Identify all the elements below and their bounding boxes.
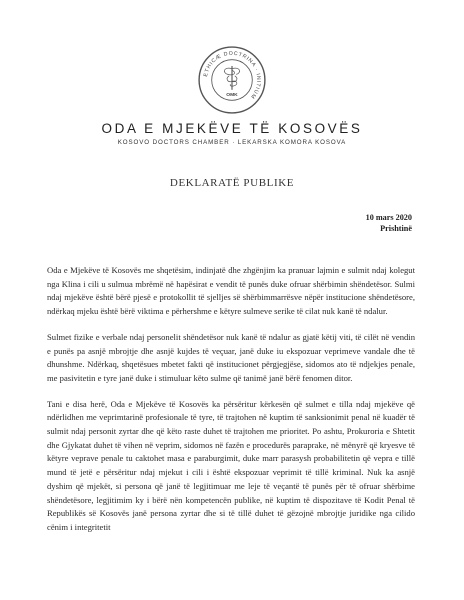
date-block <box>366 213 412 234</box>
document-date: 10 mars 2020 <box>365 213 412 222</box>
document-title: DEKLARATË PUBLIKE <box>169 177 295 189</box>
organization-name: ODA E MJEKËVE TË KOSOVËS <box>101 121 363 136</box>
organization-subtitle: KOSOVO DOCTORS CHAMBER · LEKARSKA KOMORA KOSOVA <box>117 139 347 146</box>
paragraph-1: Oda e Mjekëve të Kosovës me shqetësim, indinjatë dhe zhgënjim ka pranuar lajmin e sulmit ndaj kolegut nga Klina i cili u sulmua mbrëmë në hapësirat e vendit të punës duke ofruar shërbimin shëndetësor. Sulmi ndaj mjekëve është bërë pjesë e protokollit të sjelljes së shërbimmarrësve nëpër institucione shëndetësore, ndërkaq mjeku është bërë viktima e përhershme e këtyre sulmeve serike të cilat nuk kanë të ndalur. <box>47 265 415 317</box>
paragraph-2: Sulmet fizike e verbale ndaj personelit shëndetësor nuk kanë të ndalur as gjatë këtij viti, të cilët në vendin e punës pa asnjë mbrojtje dhe asnjë kujdes të veçuar, janë duke iu ekspozuar veprimeve vandale dhe të dhunshme. Ndërkaq, shqetësues mbetet fakti që institucionet përgjegjëse, sidomos ato të ndjekjes penale, me pasivitetin e tyre janë duke i stimuluar këto sulme që tanimë janë bërë fenomen ditor. <box>47 331 415 383</box>
seal-center-text: OMK <box>226 93 238 99</box>
seal-ring-text: ETHICÆ DOCTRINA · INITIUM <box>202 50 262 100</box>
paragraph-3: Tani e disa herë, Oda e Mjekëve të Kosovës ka përsëritur kërkesën që sulmet e tilla ndaj mjekëve që ndërlidhen me veprimtarinë profesionale të tyre, të trajtohen në kuptim të sanksionimit penal në kuadër të sulmit ndaj personit zyrtar dhe që këto raste duhet të trajtohen me prioritet. Po ashtu, Prokuroria e Shtetit dhe Gjykatat duhet të vihen në veprim, sidomos në fazën e procedurës paraprake, në mënyrë që kryesve të këtyre veprave penale tu caktohet masa e paraburgimit, duke marr parasysh probabilitetin që vepra e tillë mund të jetë e përsëritur ndaj mjekut i cili i është ekspozuar veprimit të tillë kriminal. Nuk ka asnjë dyshim që mjekët, si persona që janë të legjitimuar me leje të veçantë të punës për të ofruar shërbime shëndetësore, legjitimim ky i bërë nën kompetencën publike, në kuptim të dispozitave të Kodit Penal të Republikës së Kosovës janë persona zyrtar dhe si të tillë duhet të gëzojnë mbrojtje juridike nga cilido cënim i integritetit <box>47 398 415 532</box>
document-body <box>47 264 415 535</box>
document-place: Prishtinë <box>380 223 412 233</box>
chamber-seal-logo <box>197 45 267 115</box>
